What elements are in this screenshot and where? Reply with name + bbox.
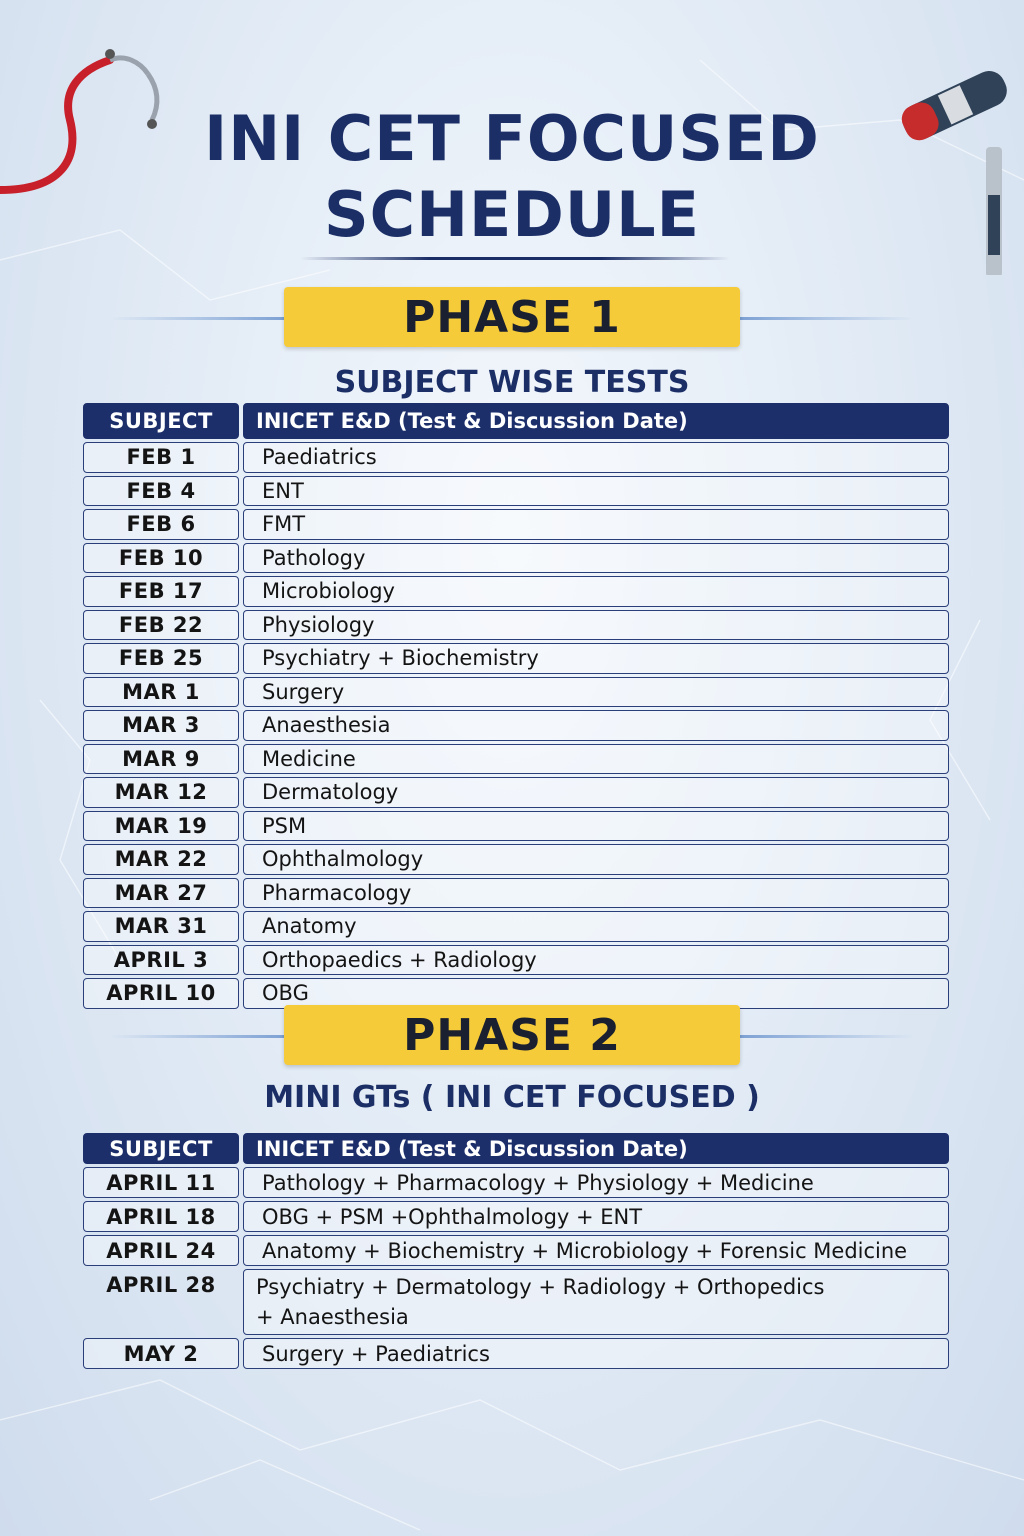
row-subject: Physiology [243, 610, 949, 641]
phase2-table [83, 1133, 949, 1372]
phase2-heading: MINI GTs ( INI CET FOCUSED ) [264, 1080, 760, 1115]
row-date: APRIL 18 [83, 1201, 239, 1232]
table-row [83, 1338, 949, 1369]
row-subject: Microbiology [243, 576, 949, 607]
row-subject: Surgery + Paediatrics [243, 1338, 949, 1369]
table-row [83, 1167, 949, 1198]
header-date: INICET E&D (Test & Discussion Date) [243, 403, 949, 439]
row-date: MAR 3 [83, 710, 239, 741]
row-subject: OBG [243, 978, 949, 1009]
row-date: FEB 4 [83, 476, 239, 507]
header-subject: SUBJECT [83, 1133, 239, 1164]
row-date: FEB 10 [83, 543, 239, 574]
table-row [83, 945, 949, 976]
row-date: MAR 27 [83, 878, 239, 909]
row-date: APRIL 24 [83, 1235, 239, 1266]
row-subject: Anatomy [243, 911, 949, 942]
phase1-heading: SUBJECT WISE TESTS [334, 365, 690, 400]
row-subject: PSM [243, 811, 949, 842]
page-title-line2: SCHEDULE [323, 178, 701, 251]
phase1-line-right [740, 317, 914, 320]
phase1-line-left [110, 317, 284, 320]
row-subject [243, 1269, 949, 1335]
table-row [83, 878, 949, 909]
phase1-banner [0, 287, 1024, 349]
table-row [83, 1201, 949, 1232]
table-row [83, 777, 949, 808]
row-date: MAR 22 [83, 844, 239, 875]
phase1-table [83, 403, 949, 1012]
row-subject: Pharmacology [243, 878, 949, 909]
row-date: MAR 12 [83, 777, 239, 808]
table-row [83, 576, 949, 607]
row-subject: ENT [243, 476, 949, 507]
header-subject: SUBJECT [83, 403, 239, 439]
row-date: APRIL 11 [83, 1167, 239, 1198]
phase2-line-left [110, 1035, 284, 1038]
row-subject: Paediatrics [243, 442, 949, 473]
row-subject: Pathology + Pharmacology + Physiology + Medicine [243, 1167, 949, 1198]
row-date: MAR 31 [83, 911, 239, 942]
row-subject: Orthopaedics + Radiology [243, 945, 949, 976]
row-subject: Anatomy + Biochemistry + Microbiology + Forensic Medicine [243, 1235, 949, 1266]
table-row [83, 677, 949, 708]
row-date: APRIL 10 [83, 978, 239, 1009]
row-subject: Surgery [243, 677, 949, 708]
row-date: APRIL 3 [83, 945, 239, 976]
row-date: MAR 19 [83, 811, 239, 842]
row-date: MAY 2 [83, 1338, 239, 1369]
phase1-badge: PHASE 1 [284, 287, 740, 347]
table-row [83, 1269, 949, 1335]
table-row [83, 844, 949, 875]
page-title-line1: INI CET FOCUSED [204, 102, 820, 175]
table-row [83, 710, 949, 741]
phase2-line-right [740, 1035, 914, 1038]
row-date: FEB 17 [83, 576, 239, 607]
table-row [83, 911, 949, 942]
table-row [83, 811, 949, 842]
row-date: MAR 1 [83, 677, 239, 708]
table-row [83, 509, 949, 540]
header-date: INICET E&D (Test & Discussion Date) [243, 1133, 949, 1164]
table-row [83, 744, 949, 775]
row-subject: Ophthalmology [243, 844, 949, 875]
table-row [83, 442, 949, 473]
table-row [83, 978, 949, 1009]
table-header [83, 1133, 949, 1164]
row-subject-line1: Psychiatry + Dermatology + Radiology + Orthopedics [256, 1275, 825, 1299]
row-subject: Dermatology [243, 777, 949, 808]
row-date: FEB 1 [83, 442, 239, 473]
phase2-badge: PHASE 2 [284, 1005, 740, 1065]
row-subject: FMT [243, 509, 949, 540]
row-date: MAR 9 [83, 744, 239, 775]
table-row [83, 643, 949, 674]
table-row [83, 610, 949, 641]
row-subject: Medicine [243, 744, 949, 775]
table-row [83, 476, 949, 507]
row-subject: OBG + PSM +Ophthalmology + ENT [243, 1201, 949, 1232]
row-subject: Pathology [243, 543, 949, 574]
row-subject: Psychiatry + Biochemistry [243, 643, 949, 674]
row-date: APRIL 28 [106, 1273, 216, 1297]
table-header [83, 403, 949, 439]
row-subject: Anaesthesia [243, 710, 949, 741]
row-date: FEB 22 [83, 610, 239, 641]
row-date: FEB 25 [83, 643, 239, 674]
table-row [83, 1235, 949, 1266]
row-subject-line2: + Anaesthesia [256, 1305, 409, 1329]
row-date: FEB 6 [83, 509, 239, 540]
phase2-banner [0, 1005, 1024, 1067]
table-row [83, 543, 949, 574]
title-underline [300, 257, 730, 260]
